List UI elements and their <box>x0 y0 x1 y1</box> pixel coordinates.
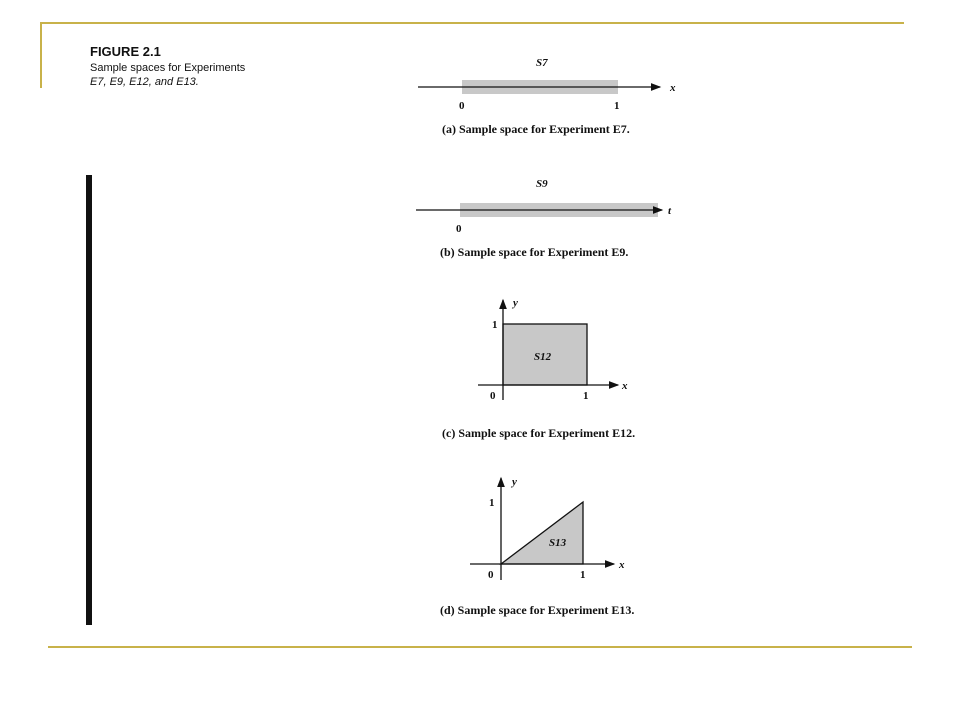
panel-b <box>416 178 672 259</box>
panel-c-caption: (c) Sample space for Experiment E12. <box>442 426 636 440</box>
panel-d-y-tick: 1 <box>489 497 495 509</box>
panel-c-y-var: y <box>513 297 518 309</box>
panel-d-y-var: y <box>512 476 517 488</box>
figure-subtitle-line2: E7, E9, E12, and E13. <box>90 76 199 88</box>
panel-d-origin: 0 <box>488 569 494 581</box>
panel-c-x-tick: 1 <box>583 390 589 402</box>
panel-a-caption: (a) Sample space for Experiment E7. <box>442 122 630 136</box>
panel-d-triangle-region <box>501 502 583 564</box>
panel-c-y-tick: 1 <box>492 319 498 331</box>
panel-d-caption: (d) Sample space for Experiment E13. <box>440 603 635 617</box>
figure-subtitle-line1: Sample spaces for Experiments <box>90 62 246 74</box>
panel-c <box>442 297 635 440</box>
panel-a-set-label: S7 <box>536 57 548 69</box>
panel-a <box>418 57 676 136</box>
panel-b-tick-0: 0 <box>456 223 462 235</box>
panel-d <box>440 476 634 617</box>
panel-d-set-label: S13 <box>549 537 567 549</box>
panel-c-origin: 0 <box>490 390 496 402</box>
panel-a-axis-var: x <box>670 82 676 94</box>
panel-d-x-var: x <box>619 559 625 571</box>
panel-b-caption: (b) Sample space for Experiment E9. <box>440 245 629 259</box>
panel-b-axis-var: t <box>668 205 672 217</box>
panel-b-set-label: S9 <box>536 178 548 190</box>
panel-a-tick-1: 1 <box>614 100 620 112</box>
panel-c-x-var: x <box>622 380 628 392</box>
panel-a-tick-0: 0 <box>459 100 465 112</box>
panel-c-set-label: S12 <box>534 351 552 363</box>
panel-d-x-tick: 1 <box>580 569 586 581</box>
figure-title: FIGURE 2.1 <box>90 44 161 59</box>
